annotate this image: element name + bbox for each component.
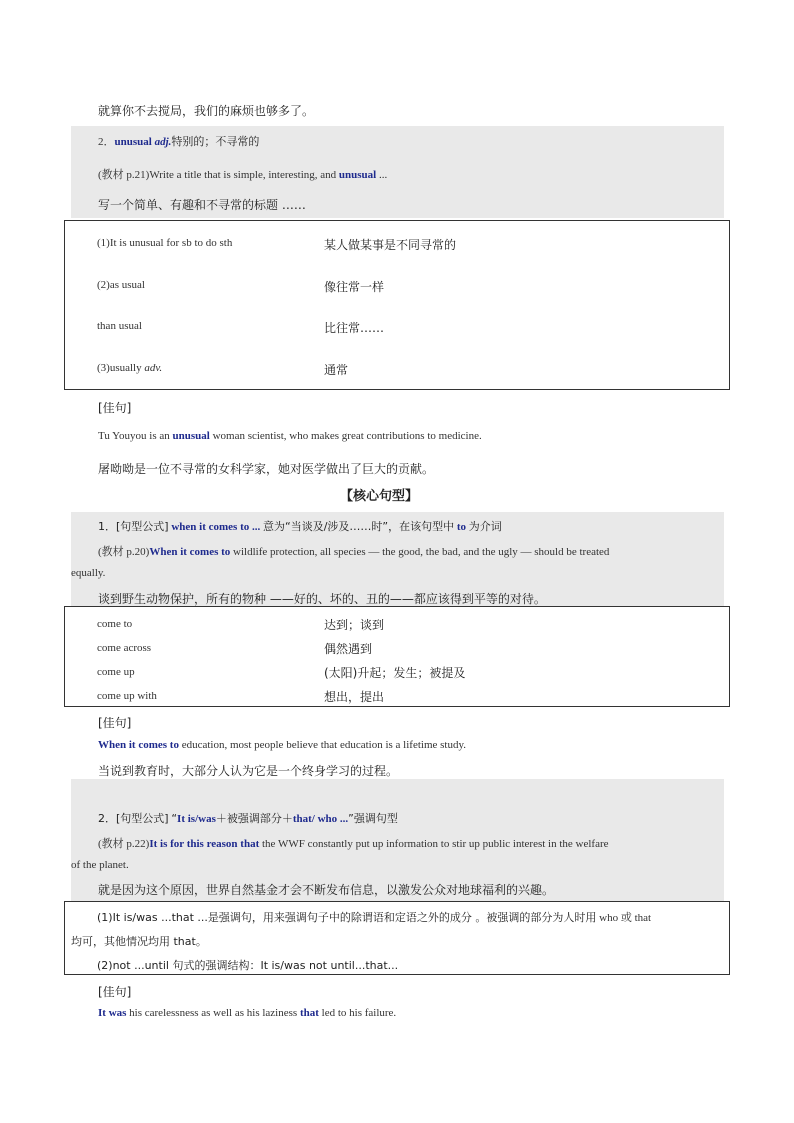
pattern-heading: 2．[句型公式] “It is/was＋被强调部分＋that/ who ...”强调句型 (98, 812, 398, 825)
usage-meaning: 通常 (324, 363, 349, 377)
usage-phrase: (1)It is unusual for sb to do sth (97, 237, 233, 249)
vocab-item-heading: 2．unusual adj.特别的；不寻常的 (98, 135, 260, 148)
note-line: (1)It is/was ...that ...是强调句，用来强调句子中的除谓语和定语之外的成分 。被强调的部分为人时用 who 或 that (97, 911, 652, 924)
phrase-meaning: 达到；谈到 (324, 618, 385, 632)
example-label: [佳句] (98, 401, 132, 415)
example-sentence: When it comes to education, most people believe that education is a lifetime study. (98, 739, 467, 751)
pattern-example: (教材 p.22)It is for this reason that the WWF constantly put up information to stir up public interest in the welfare (98, 838, 609, 850)
usage-box (64, 220, 730, 390)
example-label: [佳句] (98, 716, 132, 730)
pattern-example-translation: 谈到野生动物保护，所有的物种 ——好的、坏的、丑的——都应该得到平等的对待。 (98, 592, 546, 606)
phrase: come across (97, 642, 152, 654)
example-label: [佳句] (98, 985, 132, 999)
note-line: (2)not ...until 句式的强调结构：It is/was not until...that... (97, 959, 399, 972)
note-line: 均可，其他情况均用 that。 (71, 935, 207, 948)
example-translation: 屠呦呦是一位不寻常的女科学家，她对医学做出了巨大的贡献。 (98, 462, 435, 476)
pattern-example: (教材 p.20)When it comes to wildlife protection, all species — the good, the bad, and the ugly — should be treated (98, 546, 610, 558)
phrase-meaning: 偶然遇到 (324, 642, 373, 656)
phrase-meaning: (太阳)升起；发生；被提及 (324, 666, 466, 680)
phrase-meaning: 想出，提出 (324, 690, 385, 704)
example-translation: 当说到教育时，大部分人认为它是一个终身学习的过程。 (98, 764, 399, 778)
usage-phrase: (3)usually adv. (97, 362, 163, 374)
example-sentence: Tu Youyou is an unusual woman scientist, who makes great contributions to medicine. (98, 430, 482, 442)
usage-meaning: 比往常…… (324, 321, 385, 335)
phrase: come to (97, 618, 133, 630)
usage-phrase: than usual (97, 320, 142, 332)
vocab-example: (教材 p.21)Write a title that is simple, interesting, and unusual ... (98, 169, 388, 181)
phrase-box (64, 606, 730, 707)
pattern-example-cont: equally. (71, 567, 106, 579)
phrase: come up with (97, 690, 157, 702)
pattern-example-cont: of the planet. (71, 859, 129, 871)
pattern-heading: 1．[句型公式] when it comes to ... 意为“当谈及/涉及……时”，在该句型中 to 为介词 (98, 520, 502, 533)
example-sentence: It was his carelessness as well as his laziness that led to his failure. (98, 1007, 397, 1019)
phrase: come up (97, 666, 135, 678)
note-box (64, 901, 730, 975)
usage-phrase: (2)as usual (97, 279, 145, 291)
section-title: 【核心句型】 (340, 489, 419, 504)
vocab-example-translation: 写一个简单、有趣和不寻常的标题 …… (98, 198, 306, 212)
usage-meaning: 像往常一样 (324, 280, 385, 294)
pattern-example-translation: 就是因为这个原因，世界自然基金才会不断发布信息，以激发公众对地球福利的兴趣。 (98, 883, 555, 897)
intro-translation: 就算你不去搅局，我们的麻烦也够多了。 (98, 104, 315, 118)
usage-meaning: 某人做某事是不同寻常的 (324, 238, 457, 252)
